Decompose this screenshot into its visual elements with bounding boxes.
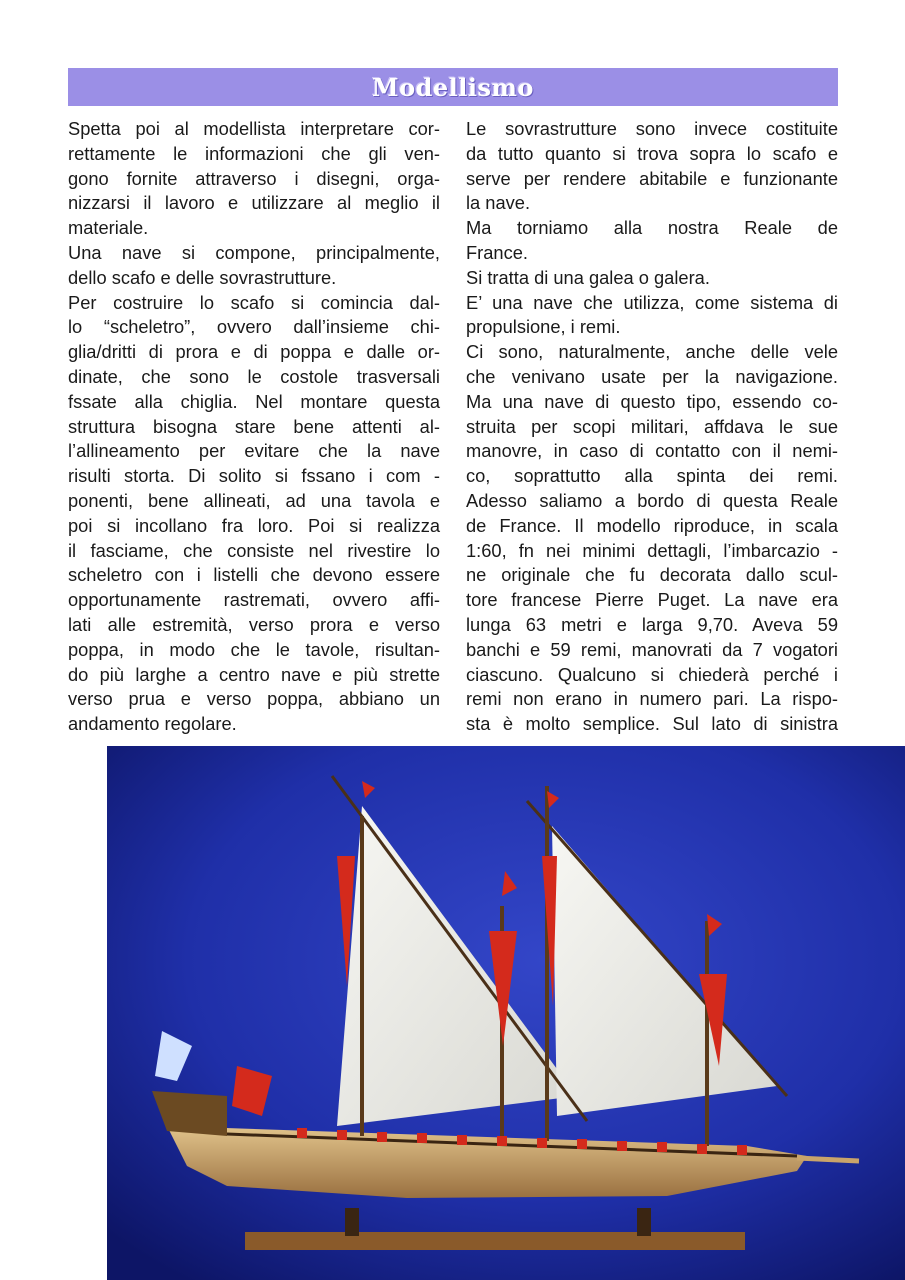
text-line: Adesso saliamo a bordo di questa Reale [466, 489, 838, 511]
text-line: manovre, in caso di contatto con il nemi- [466, 440, 838, 462]
text-line: Si tratta di una galea o galera. [466, 266, 710, 288]
stand-left [345, 1208, 359, 1236]
text-line: materiale. [68, 217, 149, 239]
text-line: nizzarsi il lavoro e utilizzare al meglio il [68, 192, 440, 214]
text-line: tore francese Pierre Puget. La nave era [466, 589, 838, 611]
text-line: struttura bisogna stare bene attenti al- [68, 415, 440, 437]
section-title: Modellismo [372, 72, 534, 102]
text-line: banchi e 59 remi, manovrati da 7 vogatori [466, 638, 838, 660]
display-base [245, 1232, 745, 1250]
text-line: Una nave si compone, principalmente, [68, 241, 440, 263]
text-line: 1:60, fn nei minimi dettagli, l’imbarcazio - [466, 539, 838, 561]
text-line: opportunamente rastremati, ovvero affi- [68, 589, 440, 611]
text-line: da tutto quanto si trova sopra lo scafo e [466, 142, 838, 164]
text-line: Le sovrastrutture sono invece costituite [466, 118, 838, 139]
text-line: l’allineamento per evitare che la nave [68, 440, 440, 462]
text-line: Ma torniamo alla nostra Reale de [466, 217, 838, 239]
text-line: France. [466, 241, 528, 263]
text-line: ne originale che fu decorata dallo scul- [466, 564, 838, 586]
right-text-column [466, 117, 838, 737]
text-line: sta è molto semplice. Sul lato di sinistra [466, 713, 838, 735]
text-line: Per costruire lo scafo si comincia dal- [68, 291, 440, 313]
text-line: andamento regolare. [68, 713, 237, 735]
text-line: rettamente le informazioni che gli ven- [68, 142, 440, 164]
text-line: dinate, che sono le costole trasversali [68, 365, 440, 387]
text-line: che venivano usate per la navigazione. [466, 365, 838, 387]
text-line: propulsione, i remi. [466, 316, 621, 338]
text-line: lati alle estremità, verso prora e verso [68, 613, 440, 635]
text-line: la nave. [466, 192, 531, 214]
text-line: scheletro con i listelli che devono essere [68, 564, 440, 586]
text-line: E’ una nave che utilizza, come sistema di [466, 291, 838, 313]
text-line: poppa, in modo che le tavole, risultan- [68, 638, 440, 660]
text-line: risulti storta. Di solito si fssano i com - [68, 465, 440, 487]
text-line: verso prua e verso poppa, abbiano un [68, 688, 440, 710]
stand-right [637, 1208, 651, 1236]
ship-model-photo [107, 746, 905, 1280]
text-line: lunga 63 metri e larga 9,70. Aveva 59 [466, 613, 838, 635]
text-line: glia/dritti di prora e di poppa e dalle or- [68, 341, 440, 363]
text-line: dello scafo e delle sovrastrutture. [68, 266, 337, 288]
text-line: Ci sono, naturalmente, anche delle vele [466, 341, 838, 363]
text-line: gono fornite attraverso i disegni, orga- [68, 167, 440, 189]
text-line: Spetta poi al modellista interpretare cor- [68, 118, 440, 139]
text-line: Ma una nave di questo tipo, essendo co- [466, 390, 838, 412]
text-line: do più larghe a centro nave e più strette [68, 663, 440, 685]
text-line: remi non erano in numero pari. La rispo- [466, 688, 838, 710]
text-line: lo “scheletro”, ovvero dall’insieme chi- [68, 316, 440, 338]
left-text-column [68, 117, 440, 737]
section-header-banner [68, 68, 838, 106]
text-line: ciascuno. Qualcuno si chiederà perché i [466, 663, 838, 685]
bowsprit [797, 1158, 859, 1161]
text-line: de France. Il modello riproduce, in scala [466, 514, 838, 536]
text-line: serve per rendere abitabile e funzionante [466, 167, 838, 189]
text-line: poi si incollano fra loro. Poi si realizza [68, 514, 440, 536]
text-line: struita per scopi militari, affdava le sue [466, 415, 838, 437]
text-line: ponenti, bene allineati, ad una tavola e [68, 489, 440, 511]
text-line: il fasciame, che consiste nel rivestire lo [68, 539, 440, 561]
text-line: fssate alla chiglia. Nel montare questa [68, 390, 440, 412]
text-line: co, soprattutto alla spinta dei remi. [466, 465, 838, 487]
